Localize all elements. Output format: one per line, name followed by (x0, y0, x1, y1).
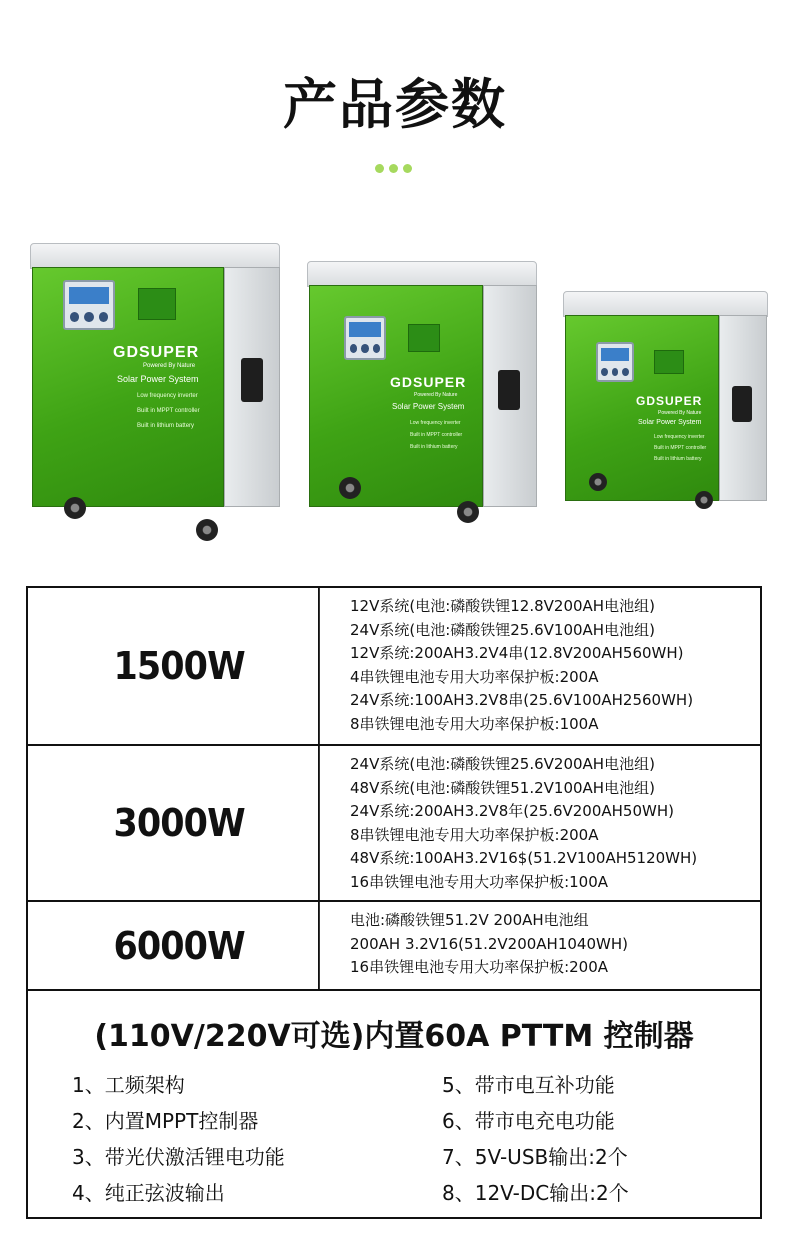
brand-label: GDSUPER (113, 344, 200, 361)
feature-item: 5、带市电互补功能 (442, 1073, 615, 1097)
unit-front-panel (32, 267, 224, 507)
spec-line: 12V系统(电池:磷酸铁锂12.8V200AH电池组) (350, 597, 655, 615)
product-unit-small (563, 291, 768, 523)
tagline: Powered By Nature (143, 363, 196, 369)
spec-line: 24V系统:200AH3.2V8年(25.6V200AH50WH) (350, 802, 674, 820)
spec-line: 电池:磷酸铁锂51.2V 200AH电池组 (350, 911, 589, 929)
display-panel (344, 316, 386, 360)
system-label: Solar Power System (638, 419, 702, 426)
feature-item: 1、工频架构 (72, 1073, 185, 1097)
unit-side-panel (483, 285, 537, 507)
dot-icon (403, 164, 412, 173)
model-label: 3000W (40, 746, 320, 900)
brand-label: GDSUPER (636, 394, 703, 408)
spec-line: 24V系统(电池:磷酸铁锂25.6V200AH电池组) (350, 755, 655, 773)
unit-side-panel (224, 267, 280, 507)
display-panel (63, 280, 115, 330)
spec-line: 8串铁锂电池专用大功率保护板:100A (350, 714, 599, 733)
tagline: Powered By Nature (658, 410, 702, 416)
feature-item: 7、5V-USB输出:2个 (442, 1145, 628, 1169)
wheel-icon (64, 497, 86, 519)
spec-line: 16串铁锂电池专用大功率保护板:200A (350, 958, 609, 976)
product-image (0, 225, 790, 565)
wheel-icon (196, 519, 218, 541)
wheel-icon (339, 477, 361, 499)
table-row (28, 746, 760, 902)
feature-line: Built in lithium battery (137, 423, 195, 429)
wheel-icon (589, 473, 607, 491)
dot-icon (375, 164, 384, 173)
spec-line: 48V系统(电池:磷酸铁锂51.2V100AH电池组) (350, 778, 655, 797)
dot-icon (389, 164, 398, 173)
table-row (28, 588, 760, 746)
feature-section (28, 991, 760, 1217)
feature-item: 8、12V-DC输出:2个 (442, 1181, 629, 1205)
feature-item: 6、带市电充电功能 (442, 1109, 615, 1133)
handle-icon (732, 386, 752, 422)
model-label: 1500W (40, 588, 320, 744)
spec-list (332, 746, 760, 900)
feature-item: 3、带光伏激活锂电功能 (72, 1145, 285, 1169)
spec-line: 4串铁锂电池专用大功率保护板:200A (350, 667, 599, 686)
usb-ports-panel (138, 288, 176, 320)
feature-line: Built in lithium battery (654, 456, 702, 462)
spec-line: 8串铁锂电池专用大功率保护板:200A (350, 825, 599, 844)
display-panel (596, 342, 634, 382)
feature-item: 2、内置MPPT控制器 (72, 1109, 259, 1133)
spec-line: 24V系统:100AH3.2V8串(25.6V100AH2560WH) (350, 691, 694, 709)
spec-line: 48V系统:100AH3.2V16$(51.2V100AH5120WH) (350, 849, 698, 867)
unit-front-panel (565, 315, 719, 501)
page-title: 产品参数 (283, 73, 507, 136)
unit-front-panel (309, 285, 483, 507)
spec-line: 12V系统:200AH3.2V4串(12.8V200AH560WH) (350, 644, 684, 662)
tagline: Powered By Nature (414, 392, 458, 398)
table-row (28, 902, 760, 991)
feature-item: 4、纯正弦波输出 (72, 1181, 225, 1205)
spec-list (332, 902, 760, 989)
feature-line: Built in MPPT controller (410, 432, 463, 438)
product-unit-medium (307, 261, 537, 531)
decorative-dots (375, 164, 415, 174)
feature-line: Low frequency inverter (137, 393, 198, 399)
usb-ports-panel (408, 324, 440, 352)
usb-ports-panel (654, 350, 684, 374)
handle-icon (241, 358, 263, 402)
product-unit-large (30, 243, 280, 533)
feature-line: Built in lithium battery (410, 444, 458, 450)
spec-table (26, 586, 762, 1219)
brand-label: GDSUPER (390, 374, 467, 390)
spec-line: 24V系统(电池:磷酸铁锂25.6V100AH电池组) (350, 620, 655, 639)
spec-list (332, 588, 760, 744)
unit-side-panel (719, 315, 767, 501)
controller-headline: (110V/220V可选)内置60A PTTM 控制器 (94, 1019, 694, 1054)
wheel-icon (695, 491, 713, 509)
spec-line: 16串铁锂电池专用大功率保护板:100A (350, 872, 609, 891)
feature-line: Low frequency inverter (410, 420, 461, 426)
feature-line: Low frequency inverter (654, 434, 705, 440)
model-label: 6000W (40, 902, 320, 989)
feature-line: Built in MPPT controller (137, 408, 200, 414)
feature-line: Built in MPPT controller (654, 445, 707, 451)
wheel-icon (457, 501, 479, 523)
handle-icon (498, 370, 520, 410)
spec-line: 200AH 3.2V16(51.2V200AH1040WH) (350, 934, 628, 953)
system-label: Solar Power System (117, 374, 199, 384)
system-label: Solar Power System (392, 402, 465, 411)
